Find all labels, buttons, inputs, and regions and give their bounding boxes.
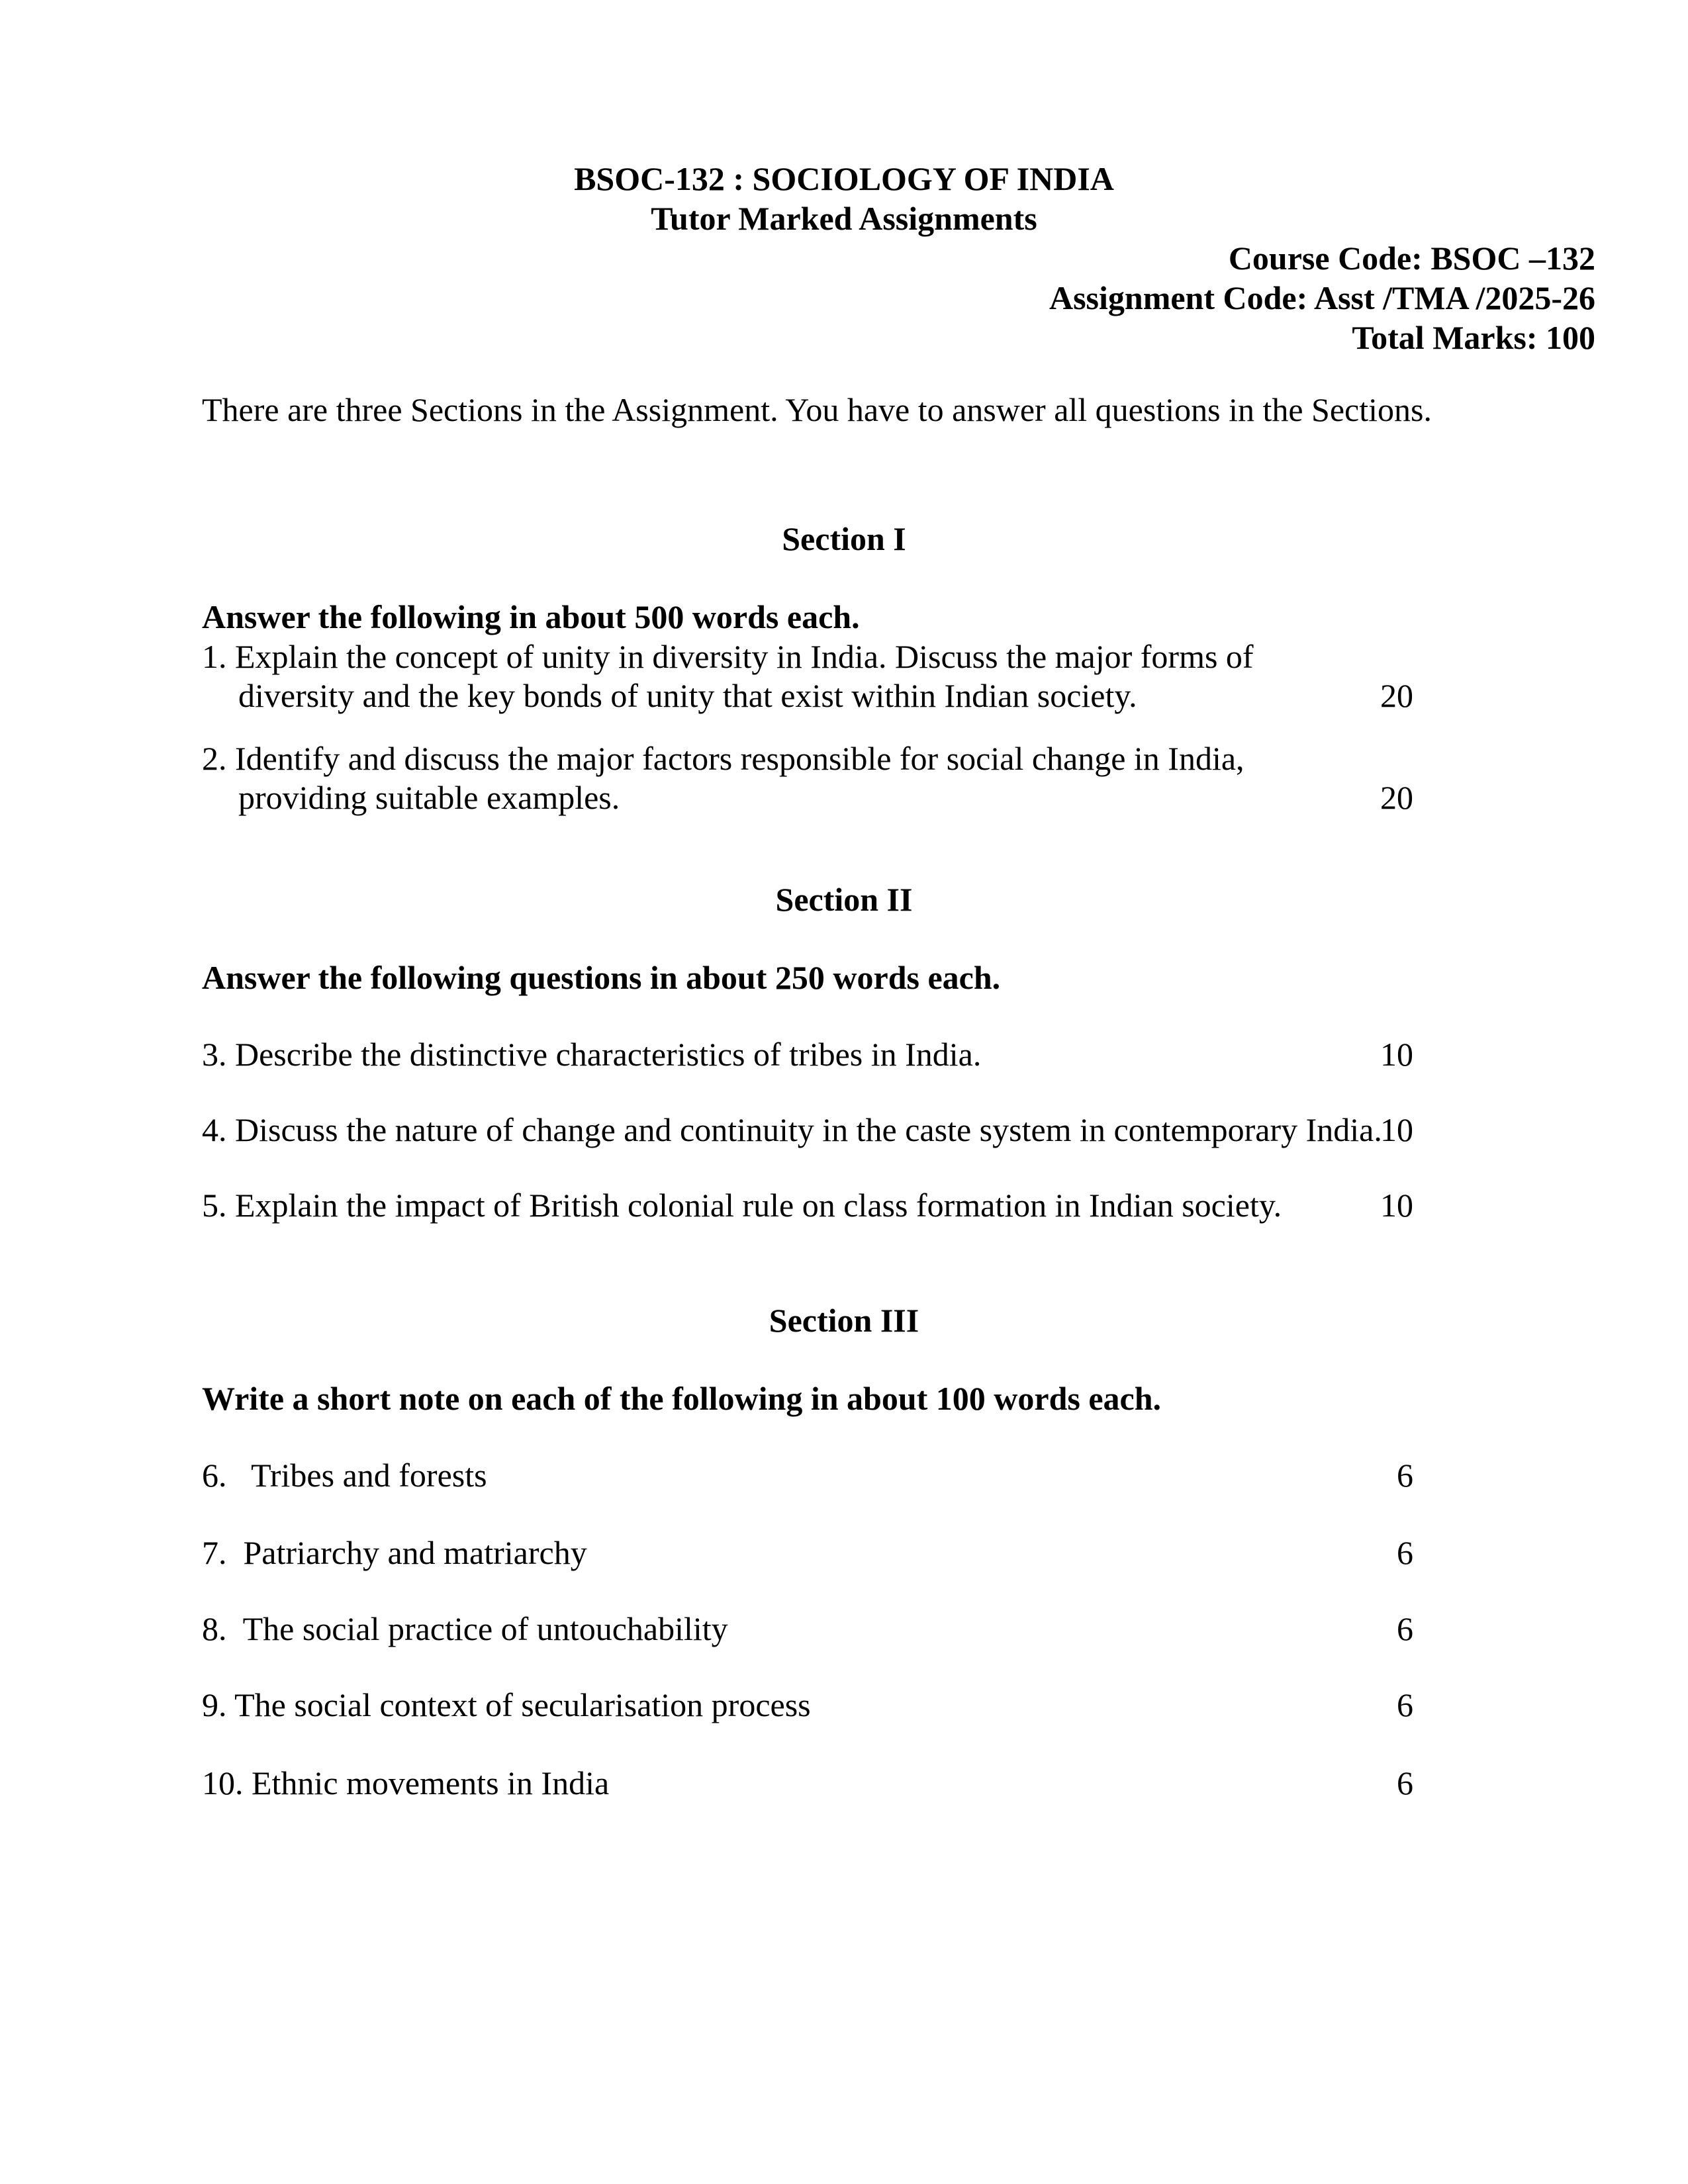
section-1-instruction: Answer the following in about 500 words each. [202,598,860,635]
section-2-heading: Section II [775,881,913,918]
question-2-line-2: providing suitable examples. [238,779,620,816]
section-3-heading: Section III [769,1302,919,1339]
question-5-line-1: 5. Explain the impact of British colonial rule on class formation in Indian society. [202,1187,1282,1224]
question-row-4 [202,1111,1595,1150]
question-2-line-1: 2. Identify and discuss the major factors responsible for social change in India, [202,740,1244,777]
document-subtitle: Tutor Marked Assignments [651,200,1037,237]
course-code-line: Course Code: BSOC –132 [1228,240,1595,277]
question-1-line-2: diversity and the key bonds of unity that exist within Indian society. [238,677,1137,714]
question-10-marks: 6 [1397,1764,1413,1801]
total-marks-line: Total Marks: 100 [1352,319,1595,356]
question-10-line-1: 10. Ethnic movements in India [202,1764,610,1801]
question-5-marks: 10 [1380,1187,1413,1224]
question-row-3 [202,1035,1595,1074]
question-2-marks: 20 [1380,779,1413,816]
question-row-1 [202,637,1595,715]
question-row-7 [202,1533,1595,1572]
question-3-line-1: 3. Describe the distinctive characteristics of tribes in India. [202,1036,982,1073]
section-1-heading: Section I [782,520,906,557]
question-1-marks: 20 [1380,677,1413,714]
question-row-5 [202,1186,1595,1225]
question-row-10 [202,1764,1595,1803]
question-7-marks: 6 [1397,1534,1413,1571]
document-title: BSOC-132 : SOCIOLOGY OF INDIA [574,160,1114,197]
assignment-code-line: Assignment Code: Asst /TMA /2025-26 [1049,279,1595,316]
section-2-instruction: Answer the following questions in about 250 words each. [202,959,1001,996]
question-8-marks: 6 [1397,1610,1413,1647]
question-7-line-1: 7. Patriarchy and matriarchy [202,1534,587,1571]
question-6-line-1: 6. Tribes and forests [202,1457,487,1494]
question-3-marks: 10 [1380,1036,1413,1073]
question-9-marks: 6 [1397,1686,1413,1723]
question-row-9 [202,1686,1595,1725]
meta-block [0,238,1595,357]
question-8-line-1: 8. The social practice of untouchability [202,1610,728,1647]
question-4-line-1: 4. Discuss the nature of change and continuity in the caste system in contemporary India. [202,1111,1382,1148]
question-row-6 [202,1456,1595,1495]
question-9-line-1: 9. The social context of secularisation process [202,1686,811,1723]
section-3-instruction: Write a short note on each of the following in about 100 words each. [202,1380,1162,1417]
question-row-2 [202,739,1595,817]
question-6-marks: 6 [1397,1457,1413,1494]
intro-paragraph: There are three Sections in the Assignment. You have to answer all questions in the Sections. [202,391,1432,428]
question-row-8 [202,1610,1595,1649]
question-1-line-1: 1. Explain the concept of unity in diversity in India. Discuss the major forms of [202,638,1254,675]
question-4-marks: 10 [1380,1111,1413,1148]
